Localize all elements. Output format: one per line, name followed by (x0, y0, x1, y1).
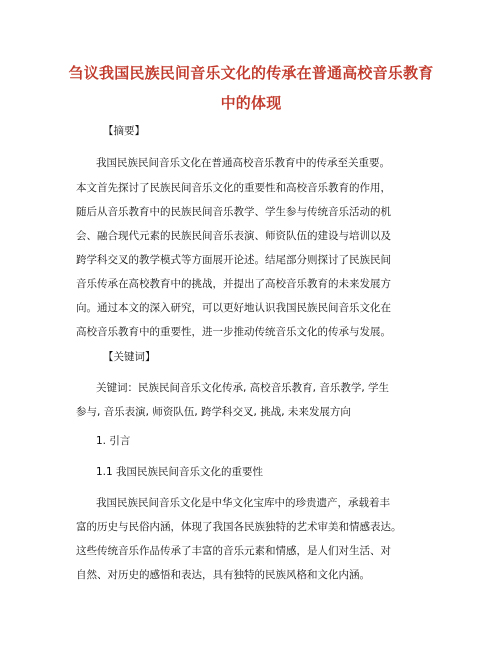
abstract-line: 音乐传承在高校教育中的挑战，并提出了高校音乐教育的未来发展方 (76, 278, 391, 290)
abstract-line: 高校音乐教育中的重要性，进一步推动传统音乐文化的传承与发展。 (76, 326, 391, 338)
abstract-heading: 【摘要】 (103, 125, 145, 137)
abstract-line: 本文首先探讨了民族民间音乐文化的重要性和高校音乐教育的作用， (76, 182, 391, 194)
title-line-1: 刍议我国民族民间音乐文化的传承在普通高校音乐教育 (68, 64, 434, 82)
section-1-1-line: 自然、对历史的感悟和表达，具有独特的民族风格和文化内涵。 (76, 569, 370, 581)
section-1-1-line: 这些传统音乐作品传承了丰富的音乐元素和情感，是人们对生活、对 (76, 545, 391, 557)
abstract-line: 向。通过本文的深入研究，可以更好地认识我国民族民间音乐文化在 (76, 302, 391, 314)
title-line-2: 中的体现 (220, 94, 282, 112)
section-1-heading: 1. 引言 (96, 435, 131, 447)
keywords-heading: 【关键词】 (103, 351, 156, 363)
keywords-line: 关键词：民族民间音乐文化传承, 高校音乐教育, 音乐教学, 学生 (96, 382, 390, 394)
abstract-line: 跨学科交叉的教学模式等方面展开论述。结尾部分则探讨了民族民间 (76, 254, 391, 266)
abstract-line: 会、融合现代元素的民族民间音乐表演、师资队伍的建设与培训以及 (76, 230, 391, 242)
section-1-1-heading: 1.1 我国民族民间音乐文化的重要性 (96, 466, 264, 478)
keywords-line: 参与, 音乐表演, 师资队伍, 跨学科交叉, 挑战, 未来发展方向 (76, 406, 351, 418)
section-1-1-line: 我国民族民间音乐文化是中华文化宝库中的珍贵遗产，承载着丰 (96, 497, 390, 509)
abstract-line: 随后从音乐教育中的民族民间音乐教学、学生参与传统音乐活动的机 (76, 206, 391, 218)
abstract-line: 我国民族民间音乐文化在普通高校音乐教育中的传承至关重要。 (96, 157, 390, 169)
section-1-1-line: 富的历史与民俗内涵，体现了我国各民族独特的艺术审美和情感表达。 (76, 521, 402, 533)
